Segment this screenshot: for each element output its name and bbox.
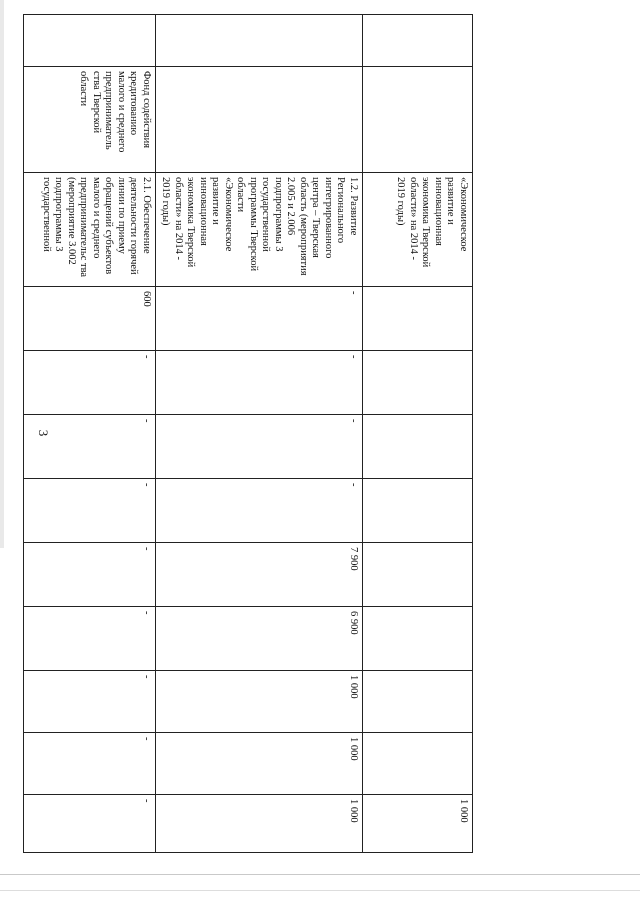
cell-value xyxy=(363,287,473,351)
scan-bottom-rule xyxy=(0,874,640,875)
cell-col2: Фонд содействия кредитованию малого и среднего предприниматель ства Тверской области xyxy=(24,67,156,173)
cell-col2 xyxy=(363,67,473,173)
cell-value: - xyxy=(24,671,156,733)
cell-value xyxy=(363,351,473,415)
cell-value xyxy=(363,543,473,607)
cell-value: - xyxy=(156,479,363,543)
cell-value: - xyxy=(24,415,156,479)
cell-value: 1 000 xyxy=(156,733,363,795)
cell-value xyxy=(363,733,473,795)
cell-col1 xyxy=(363,15,473,67)
cell-value: 1 000 xyxy=(156,671,363,733)
page-number: 3 xyxy=(36,429,51,437)
cell-value xyxy=(363,671,473,733)
cell-value: 1 000 xyxy=(363,795,473,853)
cell-value: 1 000 xyxy=(156,795,363,853)
table-row xyxy=(156,15,363,853)
scan-bottom-rule-2 xyxy=(0,890,640,891)
cell-value: - xyxy=(24,543,156,607)
cell-value xyxy=(363,607,473,671)
cell-value xyxy=(363,415,473,479)
cell-col3: 1.2. Развитие Регионального интегрированного центра – Тверская область (мероприятия 2.005 и 2.006 подпрограммы 3 государственной программы Тверской области «Экономическое развитие и инновационная экономика Тверской области» на 2014 - 2019 годы) xyxy=(156,173,363,287)
cell-col3: 2.1. Обеспечение деятельности горячей линии по приему обращений субъектов малого и среднего предпринимательс тва (мероприятие 3.002 подпрограммы 3 государственной xyxy=(24,173,156,287)
cell-value: - xyxy=(156,415,363,479)
cell-col2 xyxy=(156,67,363,173)
cell-value: 7 900 xyxy=(156,543,363,607)
rotated-table-frame xyxy=(41,14,473,852)
cell-value: - xyxy=(156,351,363,415)
cell-value: 6 900 xyxy=(156,607,363,671)
scan-edge-shadow xyxy=(0,0,4,548)
cell-col1 xyxy=(156,15,363,67)
cell-col1 xyxy=(24,15,156,67)
cell-value: - xyxy=(156,287,363,351)
table-row xyxy=(363,15,473,853)
table-container xyxy=(41,14,473,852)
cell-value xyxy=(363,479,473,543)
cell-value: - xyxy=(24,733,156,795)
cell-value: - xyxy=(24,607,156,671)
table-row xyxy=(24,15,156,853)
cell-value: - xyxy=(24,351,156,415)
cell-value: - xyxy=(24,795,156,853)
cell-value: 600 xyxy=(24,287,156,351)
cell-value: - xyxy=(24,479,156,543)
cell-col3: «Экономическое развитие и инновационная экономика Тверской области» на 2014 - 2019 годы) xyxy=(363,173,473,287)
budget-table xyxy=(23,14,473,853)
